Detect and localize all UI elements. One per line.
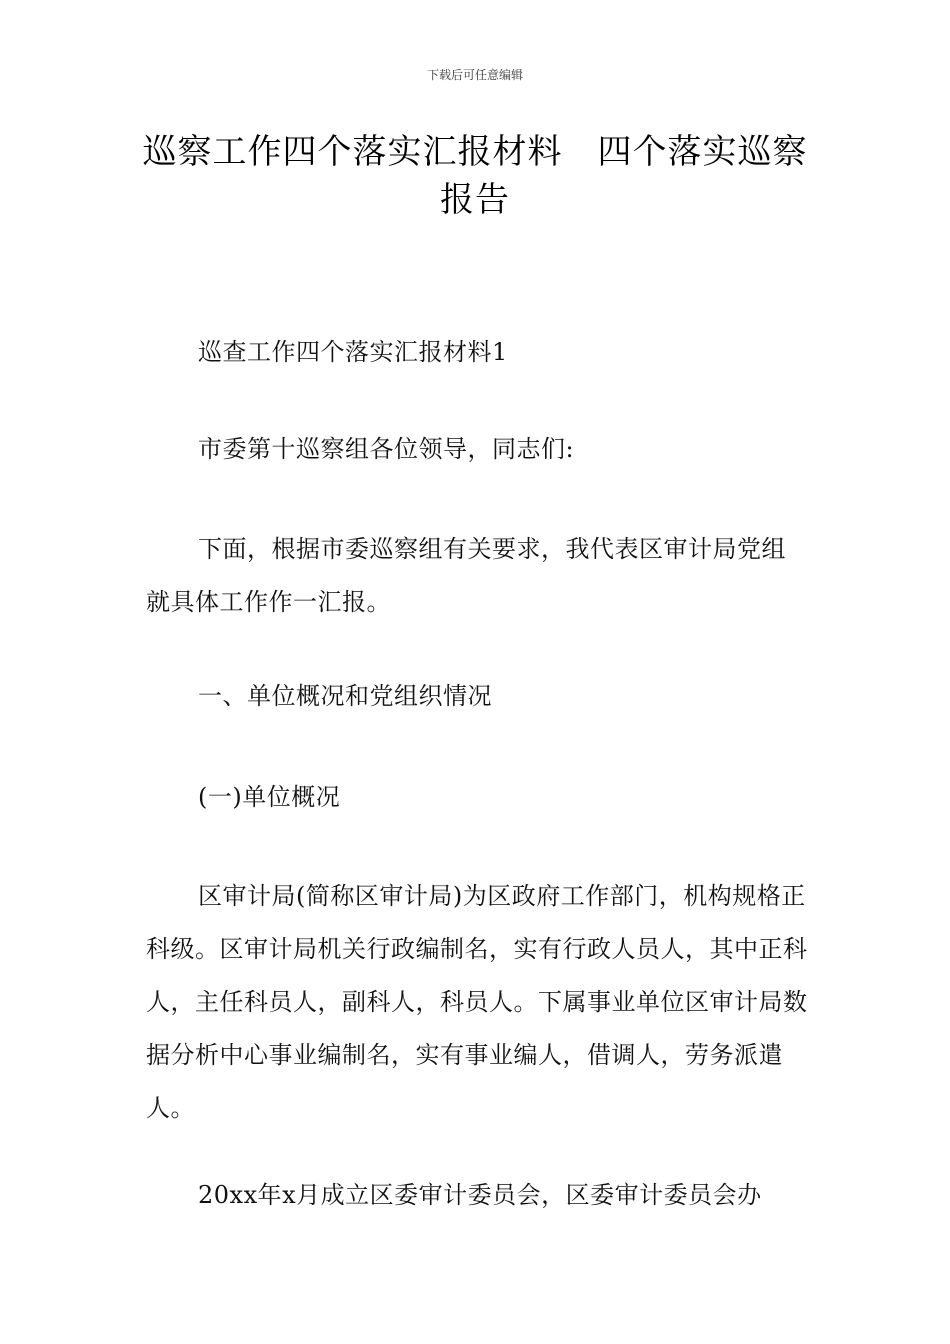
paragraph-unit-overview: 区审计局(简称区审计局)为区政府工作部门，机构规格正科级。区审计局机关行政编制名，实有行政人员人，其中正科人，主任科员人，副科人，科员人。下属事业单位区审计局数据分析中心事业编制名，实有事业编人，借调人，劳务派遣人。 — [146, 882, 808, 1122]
paragraph-section-title: 巡查工作四个落实汇报材料1 — [198, 338, 508, 366]
header-note: 下载后可任意编辑 — [426, 68, 523, 82]
paragraph-intro: 下面，根据市委巡察组有关要求，我代表区审计局党组就具体工作作一汇报。 — [146, 535, 786, 616]
paragraph-subheading-1: (一)单位概况 — [198, 783, 341, 811]
paragraph-salutation: 市委第十巡察组各位领导，同志们: — [198, 435, 575, 463]
paragraph-committee: 20xx年x月成立区委审计委员会，区委审计委员会办 — [198, 1181, 762, 1209]
paragraph-heading-1: 一、单位概况和党组织情况 — [198, 682, 492, 710]
document-title: 巡察工作四个落实汇报材料 四个落实巡察报告 — [142, 132, 808, 220]
